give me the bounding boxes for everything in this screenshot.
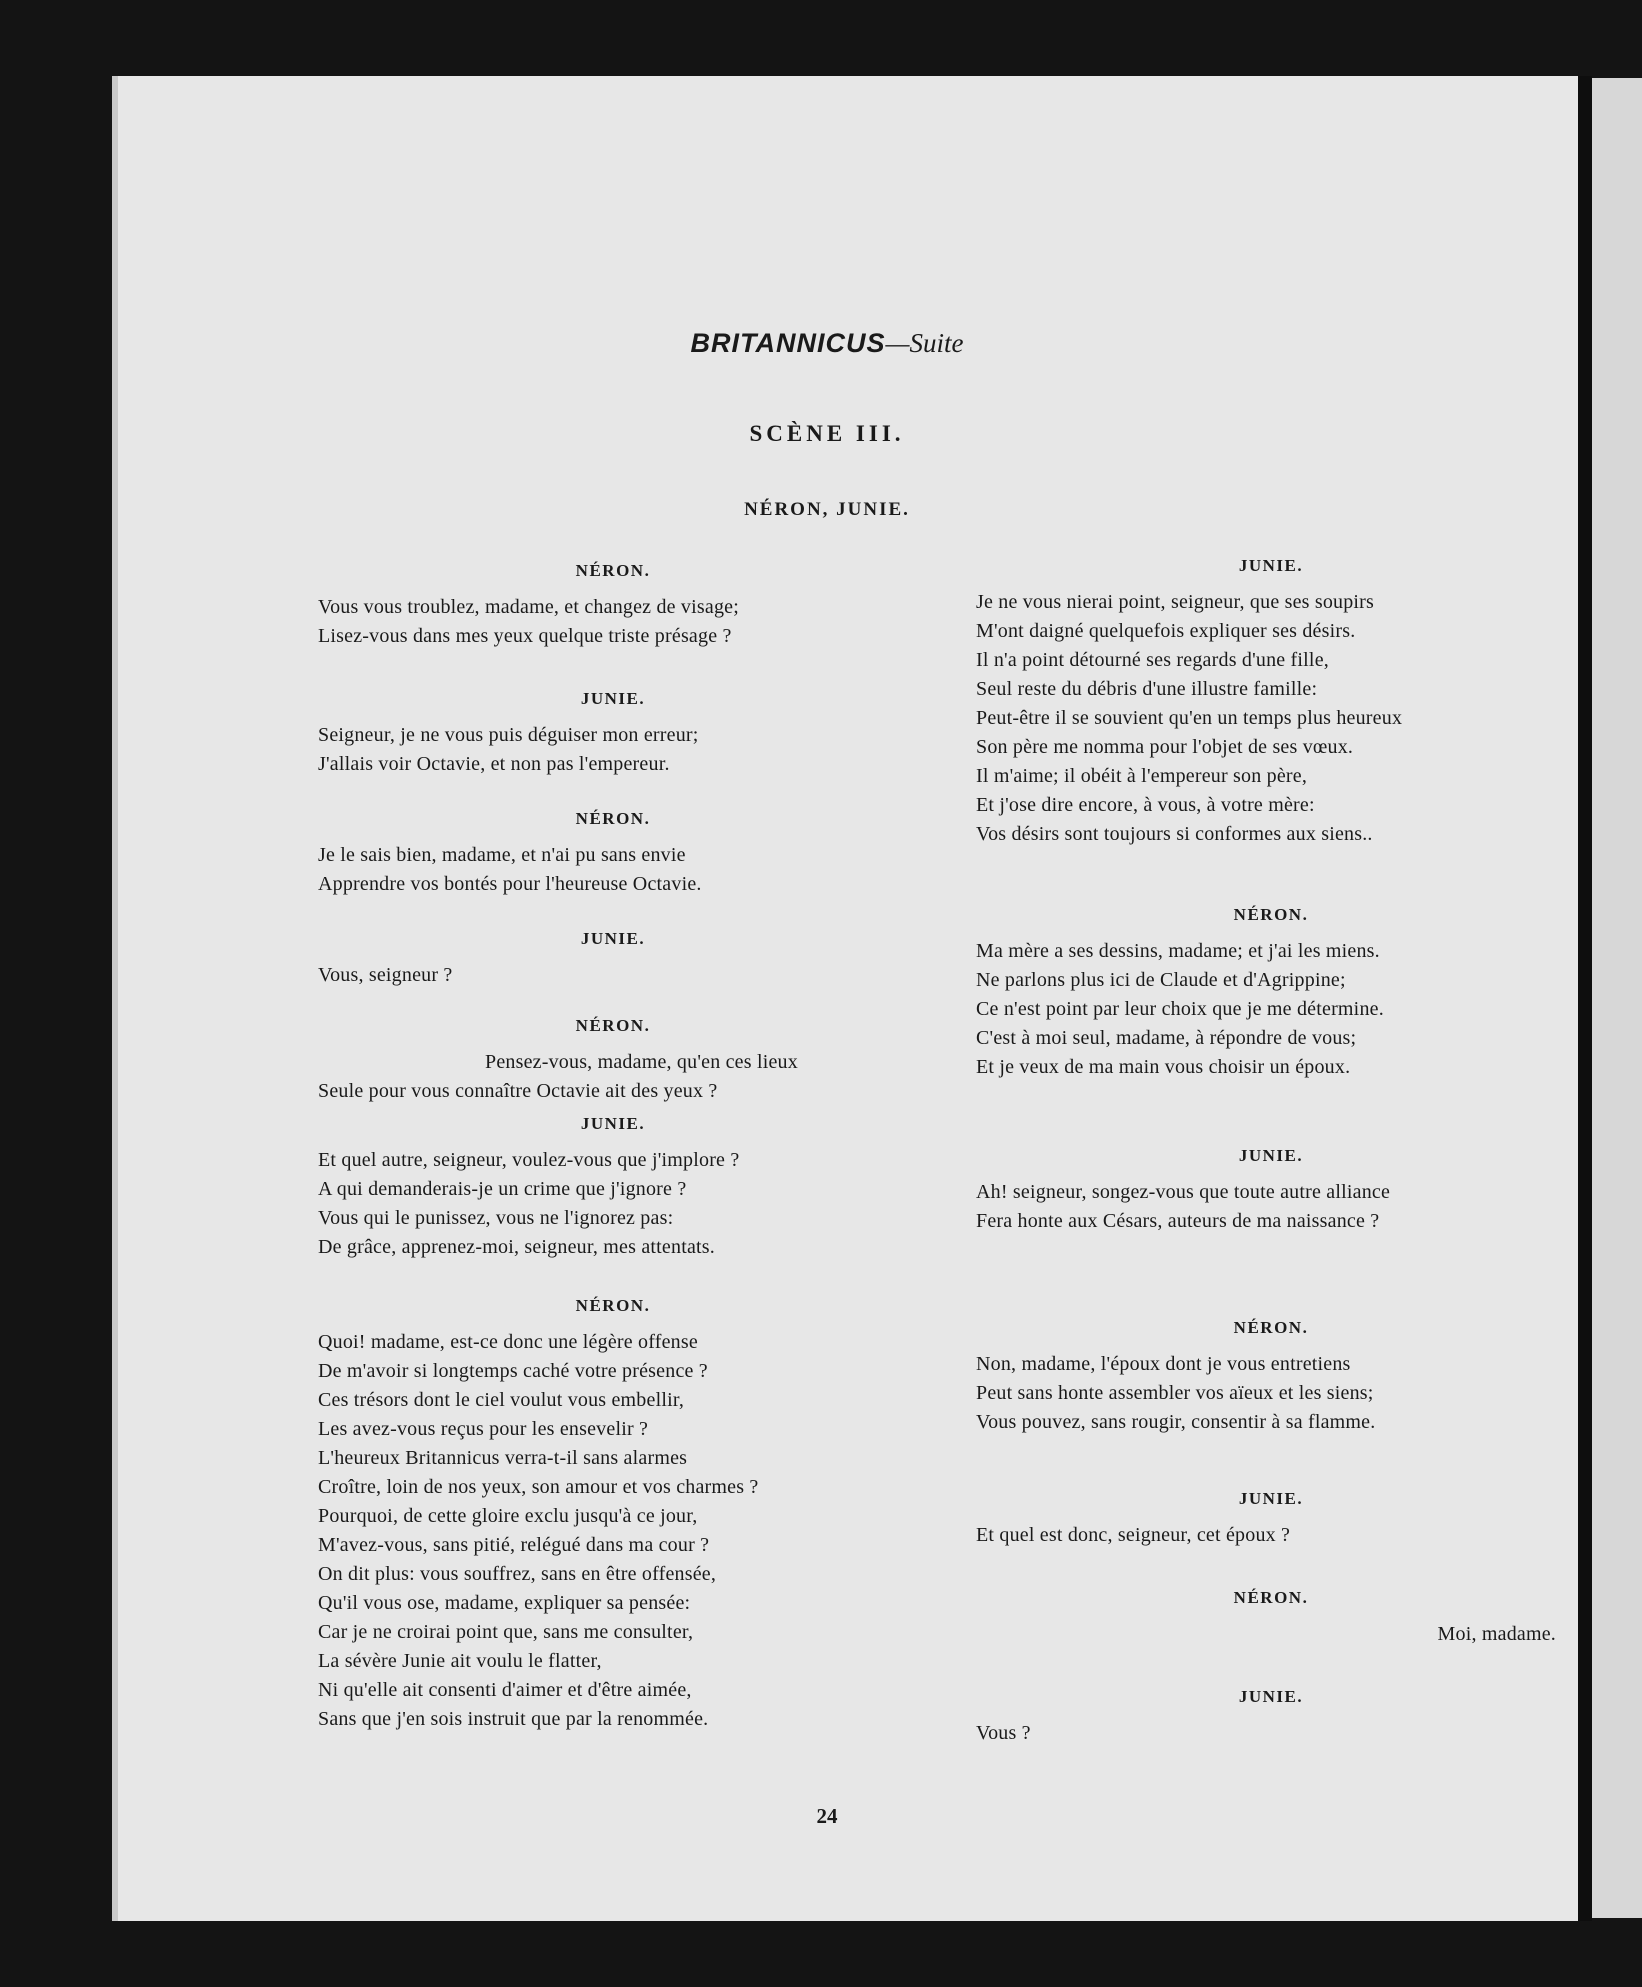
speaker-name: JUNIE. bbox=[580, 1114, 646, 1133]
verse-line: Vos désirs sont toujours si conformes aux siens.. bbox=[976, 823, 1373, 845]
verse-line: Je le sais bien, madame, et n'ai pu sans envie bbox=[318, 844, 686, 866]
speech-block bbox=[318, 689, 908, 779]
verse-line: Seule pour vous connaître Octavie ait des yeux ? bbox=[318, 1080, 718, 1102]
book-page bbox=[112, 76, 1588, 1921]
verse-line: De grâce, apprenez-moi, seigneur, mes attentats. bbox=[318, 1236, 715, 1258]
verse-line: Son père me nomma pour l'objet de ses vœux. bbox=[976, 736, 1354, 758]
speech-block bbox=[318, 1016, 908, 1106]
verse-line: De m'avoir si longtemps caché votre présence ? bbox=[318, 1360, 708, 1382]
speaker-name: JUNIE. bbox=[580, 689, 646, 708]
verse-line: Ni qu'elle ait consenti d'aimer et d'être aimée, bbox=[318, 1679, 692, 1701]
speaker-name: NÉRON. bbox=[1233, 1318, 1309, 1337]
play-title: BRITANNICUS bbox=[690, 328, 886, 358]
verse-line: Non, madame, l'époux dont je vous entretiens bbox=[976, 1353, 1351, 1375]
speaker-name: NÉRON. bbox=[575, 809, 651, 828]
speech-block bbox=[976, 1489, 1566, 1550]
verse-line: Seul reste du débris d'une illustre famille: bbox=[976, 678, 1318, 700]
verse-line: Et j'ose dire encore, à vous, à votre mère: bbox=[976, 794, 1315, 816]
verse-line: Qu'il vous ose, madame, expliquer sa pensée: bbox=[318, 1592, 691, 1614]
verse-line: Pourquoi, de cette gloire exclu jusqu'à ce jour, bbox=[318, 1505, 698, 1527]
verse-line: L'heureux Britannicus verra-t-il sans alarmes bbox=[318, 1447, 688, 1469]
verse-line: On dit plus: vous souffrez, sans en être offensée, bbox=[318, 1563, 717, 1585]
verse-line: Fera honte aux Césars, auteurs de ma naissance ? bbox=[976, 1210, 1380, 1232]
verse-line: Peut sans honte assembler vos aïeux et les siens; bbox=[976, 1382, 1374, 1404]
verse-line: Les avez-vous reçus pour les ensevelir ? bbox=[318, 1418, 649, 1440]
left-column bbox=[318, 561, 908, 1734]
verse-line: Vous, seigneur ? bbox=[318, 964, 453, 986]
verse-line: M'avez-vous, sans pitié, relégué dans ma cour ? bbox=[318, 1534, 710, 1556]
speech-block bbox=[318, 929, 908, 990]
verse-line: Il n'a point détourné ses regards d'une fille, bbox=[976, 649, 1329, 671]
verse-line: Lisez-vous dans mes yeux quelque triste présage ? bbox=[318, 625, 732, 647]
speech-block bbox=[976, 1146, 1566, 1236]
verse-line: Car je ne croirai point que, sans me consulter, bbox=[318, 1621, 694, 1643]
verse-line: Et quel autre, seigneur, voulez-vous que j'implore ? bbox=[318, 1149, 740, 1171]
title-suffix: —Suite bbox=[885, 328, 964, 358]
verse-line: Seigneur, je ne vous puis déguiser mon erreur; bbox=[318, 724, 699, 746]
speech-block bbox=[318, 809, 908, 899]
verse-line: Je ne vous nierai point, seigneur, que ses soupirs bbox=[976, 591, 1375, 613]
book-gutter bbox=[1578, 76, 1592, 1921]
verse-line: Vous pouvez, sans rougir, consentir à sa flamme. bbox=[976, 1411, 1376, 1433]
speaker-name: NÉRON. bbox=[575, 1296, 651, 1315]
verse-line: C'est à moi seul, madame, à répondre de vous; bbox=[976, 1027, 1357, 1049]
speech-block bbox=[318, 1114, 908, 1262]
verse-line: Apprendre vos bontés pour l'heureuse Octavie. bbox=[318, 873, 702, 895]
verse-line: La sévère Junie ait voulu le flatter, bbox=[318, 1650, 602, 1672]
speech-block bbox=[976, 905, 1566, 1082]
speaker-name: JUNIE. bbox=[1238, 1687, 1304, 1706]
verse-line: Peut-être il se souvient qu'en un temps plus heureux bbox=[976, 707, 1403, 729]
verse-line: Ne parlons plus ici de Claude et d'Agrippine; bbox=[976, 969, 1346, 991]
speech-block bbox=[976, 1588, 1566, 1649]
speaker-name: JUNIE. bbox=[1238, 1146, 1304, 1165]
verse-line: Ce n'est point par leur choix que je me détermine. bbox=[976, 998, 1384, 1020]
verse-line: Croître, loin de nos yeux, son amour et vos charmes ? bbox=[318, 1476, 759, 1498]
speaker-name: NÉRON. bbox=[575, 561, 651, 580]
verse-line: Sans que j'en sois instruit que par la renommée. bbox=[318, 1708, 709, 1730]
speech-block bbox=[318, 1296, 908, 1734]
verse-line: Et je veux de ma main vous choisir un époux. bbox=[976, 1056, 1351, 1078]
speaker-name: JUNIE. bbox=[1238, 556, 1304, 575]
speaker-name: NÉRON. bbox=[575, 1016, 651, 1035]
speaker-name: JUNIE. bbox=[580, 929, 646, 948]
verse-line-shared: Moi, madame. bbox=[1437, 1623, 1556, 1645]
speech-block bbox=[318, 561, 908, 651]
verse-line: J'allais voir Octavie, et non pas l'empereur. bbox=[318, 753, 670, 775]
verse-line: Ma mère a ses dessins, madame; et j'ai les miens. bbox=[976, 940, 1380, 962]
scene-title: SCÈNE III. bbox=[749, 421, 905, 446]
verse-line: Quoi! madame, est-ce donc une légère offense bbox=[318, 1331, 698, 1353]
verse-line: Vous vous troublez, madame, et changez de visage; bbox=[318, 596, 739, 618]
verse-line: A qui demanderais-je un crime que j'ignore ? bbox=[318, 1178, 687, 1200]
scene-characters: NÉRON, JUNIE. bbox=[744, 499, 910, 520]
verse-line: Ces trésors dont le ciel voulut vous embellir, bbox=[318, 1389, 685, 1411]
speaker-name: JUNIE. bbox=[1238, 1489, 1304, 1508]
speech-block bbox=[976, 556, 1566, 849]
running-title bbox=[118, 328, 1536, 359]
verse-line: Et quel est donc, seigneur, cet époux ? bbox=[976, 1524, 1291, 1546]
speaker-name: NÉRON. bbox=[1233, 1588, 1309, 1607]
right-column bbox=[976, 556, 1566, 1748]
facing-page-edge bbox=[1592, 78, 1642, 1918]
speech-block bbox=[976, 1318, 1566, 1437]
verse-line: M'ont daigné quelquefois expliquer ses désirs. bbox=[976, 620, 1356, 642]
page-number: 24 bbox=[816, 1804, 838, 1828]
speech-block bbox=[976, 1687, 1566, 1748]
speaker-name: NÉRON. bbox=[1233, 905, 1309, 924]
verse-line-continued: Pensez-vous, madame, qu'en ces lieux bbox=[485, 1051, 798, 1073]
verse-line: Vous qui le punissez, vous ne l'ignorez pas: bbox=[318, 1207, 674, 1229]
verse-line: Vous ? bbox=[976, 1722, 1031, 1744]
verse-line: Il m'aime; il obéit à l'empereur son père, bbox=[976, 765, 1308, 787]
verse-line: Ah! seigneur, songez-vous que toute autre alliance bbox=[976, 1181, 1391, 1203]
